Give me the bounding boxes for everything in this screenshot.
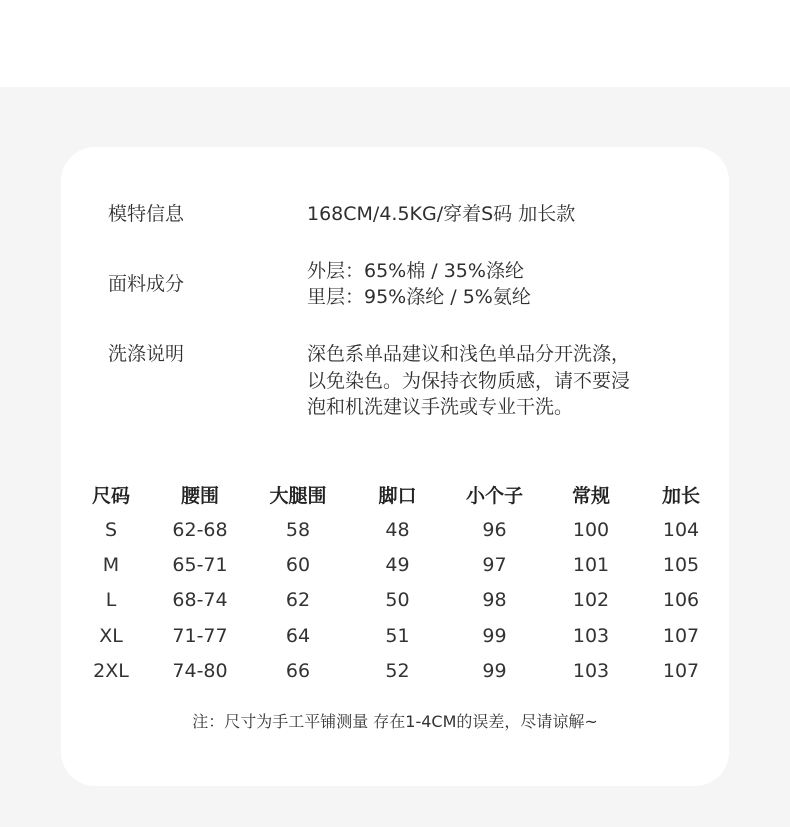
- table-cell: 50: [385, 589, 410, 612]
- table-cell: 68-74: [172, 589, 228, 612]
- table-row: [72, 618, 720, 653]
- table-cell: 100: [572, 518, 610, 541]
- header-petite: 小个子: [465, 485, 523, 507]
- fabric-label: 面料成分: [108, 273, 185, 295]
- table-row: [72, 512, 720, 547]
- fabric-inner-line: 里层：95%涤纶 / 5%氨纶: [307, 286, 531, 308]
- table-cell: 62-68: [172, 518, 228, 541]
- model-info-value: 168CM/4.5KG/穿着S码 加长款: [307, 203, 576, 225]
- table-cell: 51: [385, 624, 410, 647]
- measurement-note: 注：尺寸为手工平铺测量 存在1-4CM的误差，尽请谅解~: [192, 712, 598, 731]
- header-waist: 腰围: [180, 485, 219, 507]
- table-cell: 65-71: [172, 553, 228, 576]
- model-info-label: 模特信息: [108, 203, 185, 225]
- table-cell: XL: [99, 624, 123, 647]
- table-cell: 98: [482, 589, 507, 612]
- washing-line-3: 泡和机洗建议手洗或专业干洗。: [307, 396, 574, 418]
- table-row: [72, 583, 720, 618]
- table-cell: 101: [572, 553, 610, 576]
- header-regular: 常规: [571, 485, 610, 507]
- table-cell: 52: [385, 659, 410, 682]
- table-cell: 60: [285, 553, 311, 576]
- table-cell: 107: [662, 624, 700, 647]
- header-thigh: 大腿围: [269, 485, 327, 507]
- fabric-outer-line: 外层：65%棉 / 35%涤纶: [307, 260, 524, 282]
- table-cell: 103: [572, 624, 610, 647]
- table-row: [72, 653, 720, 688]
- table-cell: 104: [662, 518, 700, 541]
- washing-line-1: 深色系单品建议和浅色单品分开洗涤，: [307, 343, 631, 365]
- table-cell: 58: [285, 518, 311, 541]
- header-size: 尺码: [91, 485, 130, 507]
- header-leg-opening: 脚口: [378, 485, 417, 507]
- table-cell: 96: [482, 518, 507, 541]
- header-long: 加长: [661, 485, 700, 507]
- table-row: [72, 547, 720, 582]
- table-cell: 48: [385, 518, 410, 541]
- table-cell: 106: [662, 589, 700, 612]
- table-cell: 102: [572, 589, 610, 612]
- table-cell: 107: [662, 659, 700, 682]
- info-card: [61, 147, 729, 786]
- table-cell: 62: [285, 589, 311, 612]
- table-cell: 71-77: [172, 624, 228, 647]
- table-cell: 66: [285, 659, 311, 682]
- table-cell: M: [102, 553, 120, 576]
- table-cell: 103: [572, 659, 610, 682]
- table-cell: 2XL: [93, 659, 129, 682]
- table-cell: 97: [482, 553, 507, 576]
- size-table: [72, 477, 720, 688]
- table-cell: 99: [482, 624, 507, 647]
- table-cell: 49: [385, 553, 410, 576]
- washing-label: 洗涤说明: [108, 343, 185, 365]
- table-cell: 64: [285, 624, 311, 647]
- table-cell: 99: [482, 659, 507, 682]
- washing-line-2: 以免染色。为保持衣物质感，请不要浸: [307, 370, 631, 392]
- size-table-header-row: [72, 477, 720, 512]
- table-cell: 74-80: [172, 659, 228, 682]
- table-cell: S: [104, 518, 118, 541]
- table-cell: 105: [662, 553, 700, 576]
- table-cell: L: [105, 589, 117, 612]
